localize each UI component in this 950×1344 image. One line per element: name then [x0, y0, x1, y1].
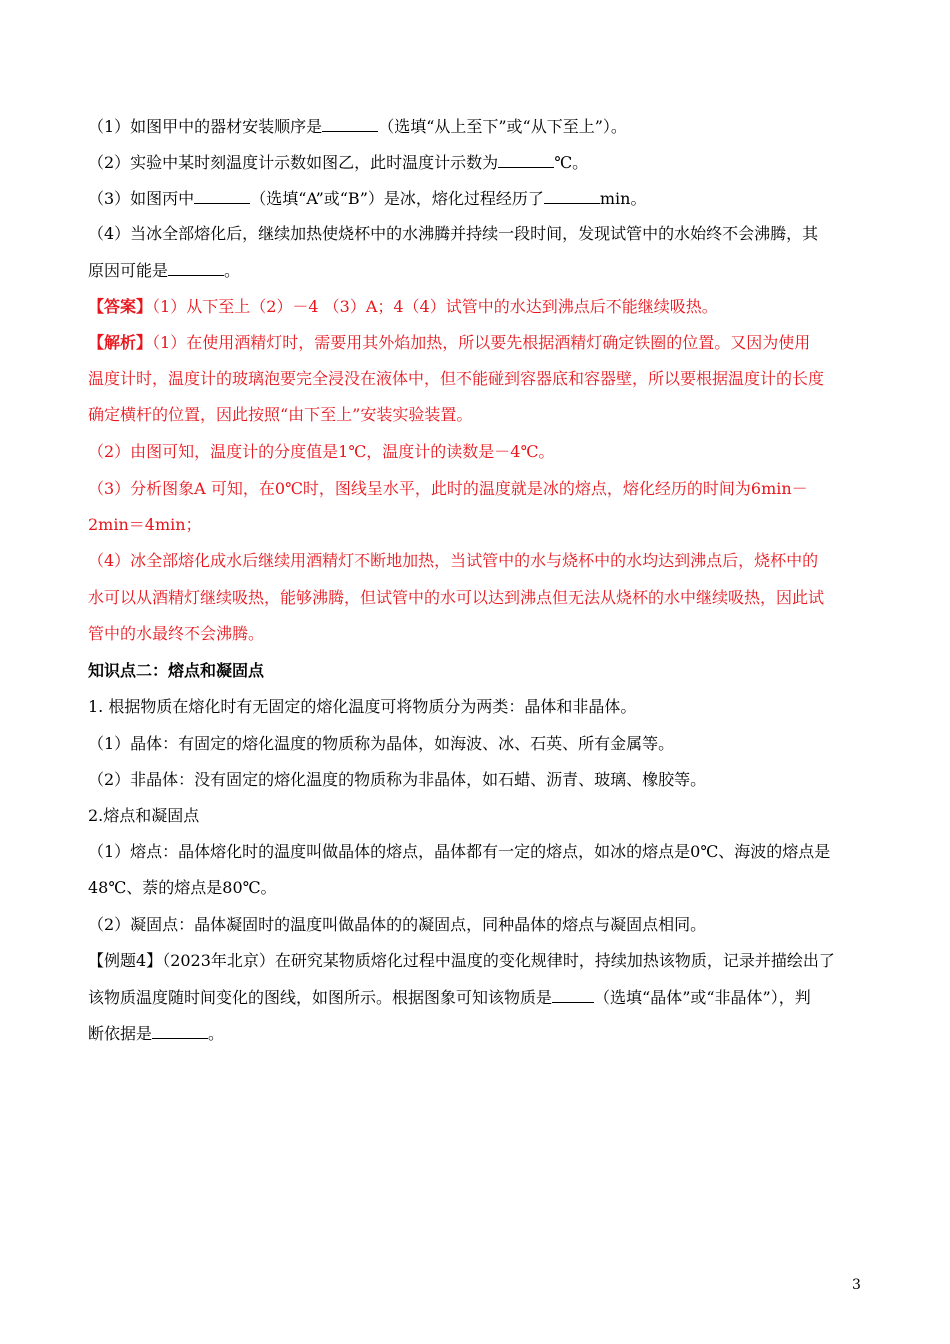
page-number: 3	[852, 1277, 861, 1293]
example-4-line3	[88, 1022, 224, 1045]
question-1-text: （1）如图甲中的器材安装顺序是	[88, 117, 323, 136]
knowledge-item-2: 2.熔点和凝固点	[88, 806, 200, 825]
question-2	[88, 151, 588, 174]
example-4-text: 断依据是	[88, 1024, 153, 1043]
answer-blank	[498, 151, 554, 168]
question-3	[88, 187, 646, 210]
answer-blank	[168, 259, 224, 276]
answer-blank	[152, 1022, 208, 1039]
analysis-part-2: （2）由图可知，温度计的分度值是1℃，温度计的读数是－4℃。	[88, 442, 555, 461]
example-4-end: 。	[208, 1024, 225, 1043]
example-4-text: （2023年北京）在研究某物质熔化过程中温度的变化规律时，持续加热该物质，记录并描绘出了	[162, 951, 835, 970]
question-4-line1: （4）当冰全部熔化后，继续加热使烧杯中的水沸腾并持续一段时间，发现试管中的水始终不会沸腾，其	[88, 224, 819, 243]
analysis-line-1	[88, 332, 810, 354]
question-1-hint: （选填“从上至下”或“从下至上”）。	[378, 117, 627, 136]
example-4-text: 该物质温度随时间变化的图线，如图所示。根据图象可知该物质是	[88, 988, 553, 1007]
knowledge-item-1: 1. 根据物质在熔化时有无固定的熔化温度可将物质分为两类：晶体和非晶体。	[88, 697, 637, 716]
question-4-line2	[88, 259, 240, 282]
question-4-end: 。	[224, 261, 241, 280]
analysis-tag: 【解析】	[88, 333, 153, 352]
question-1	[88, 115, 627, 138]
answer-blank	[322, 115, 378, 132]
answer-tag: 【答案】	[88, 297, 153, 316]
example-4-line2	[88, 986, 811, 1009]
knowledge-item-2-1-line2: 48℃、萘的熔点是80℃。	[88, 878, 277, 897]
answer-line	[88, 296, 718, 318]
answer-blank	[544, 187, 600, 204]
knowledge-item-2-1-line1: （1）熔点：晶体熔化时的温度叫做晶体的熔点，晶体都有一定的熔点，如冰的熔点是0℃、海波的熔点是	[88, 842, 831, 861]
example-4-tag: 【例题4】	[88, 951, 163, 970]
analysis-line-2: 温度计时，温度计的玻璃泡要完全浸没在液体中，但不能碰到容器底和容器壁，所以要根据温度计的长度	[88, 369, 825, 388]
question-4-text: 原因可能是	[88, 261, 169, 280]
section-heading: 知识点二：熔点和凝固点	[88, 661, 265, 680]
answer-text: （1）从下至上（2）－4 （3）A；4（4）试管中的水达到沸点后不能继续吸热。	[152, 297, 718, 316]
question-3-text: （3）如图丙中	[88, 189, 195, 208]
example-4-hint: （选填“晶体”或“非晶体”），判	[594, 988, 811, 1007]
analysis-part-4-line1: （4）冰全部熔化成水后继续用酒精灯不断地加热，当试管中的水与烧杯中的水均达到沸点后，烧杯中的	[88, 551, 819, 570]
analysis-part-3-line1: （3）分析图象A 可知，在0℃时，图线呈水平，此时的温度就是冰的熔点，熔化经历的时间为6min－	[88, 479, 808, 498]
analysis-part-4-line2: 水可以从酒精灯继续吸热，能够沸腾，但试管中的水可以达到沸点但无法从烧杯的水中继续吸热，因此试	[88, 588, 825, 607]
question-2-unit: ℃。	[554, 153, 589, 172]
question-3-middle: （选填“A”或“B”）是冰，熔化过程经历了	[250, 189, 544, 208]
example-4-line1	[88, 950, 835, 972]
analysis-part-3-line2: 2min＝4min；	[88, 515, 202, 534]
analysis-text: （1）在使用酒精灯时，需要用其外焰加热，所以要先根据酒精灯确定铁圈的位置。又因为使用	[152, 333, 811, 352]
answer-blank	[194, 187, 250, 204]
knowledge-item-1-1: （1）晶体：有固定的熔化温度的物质称为晶体，如海波、冰、石英、所有金属等。	[88, 734, 675, 753]
analysis-part-4-line3: 管中的水最终不会沸腾。	[88, 624, 265, 643]
analysis-line-3: 确定横杆的位置，因此按照“由下至上”安装实验装置。	[88, 405, 473, 424]
question-2-text: （2）实验中某时刻温度计示数如图乙，此时温度计示数为	[88, 153, 499, 172]
knowledge-item-2-2: （2）凝固点：晶体凝固时的温度叫做晶体的的凝固点，同种晶体的熔点与凝固点相同。	[88, 915, 707, 934]
question-3-unit: min。	[599, 189, 647, 208]
knowledge-item-1-2: （2）非晶体：没有固定的熔化温度的物质称为非晶体，如石蜡、沥青、玻璃、橡胶等。	[88, 770, 707, 789]
answer-blank	[552, 986, 594, 1003]
